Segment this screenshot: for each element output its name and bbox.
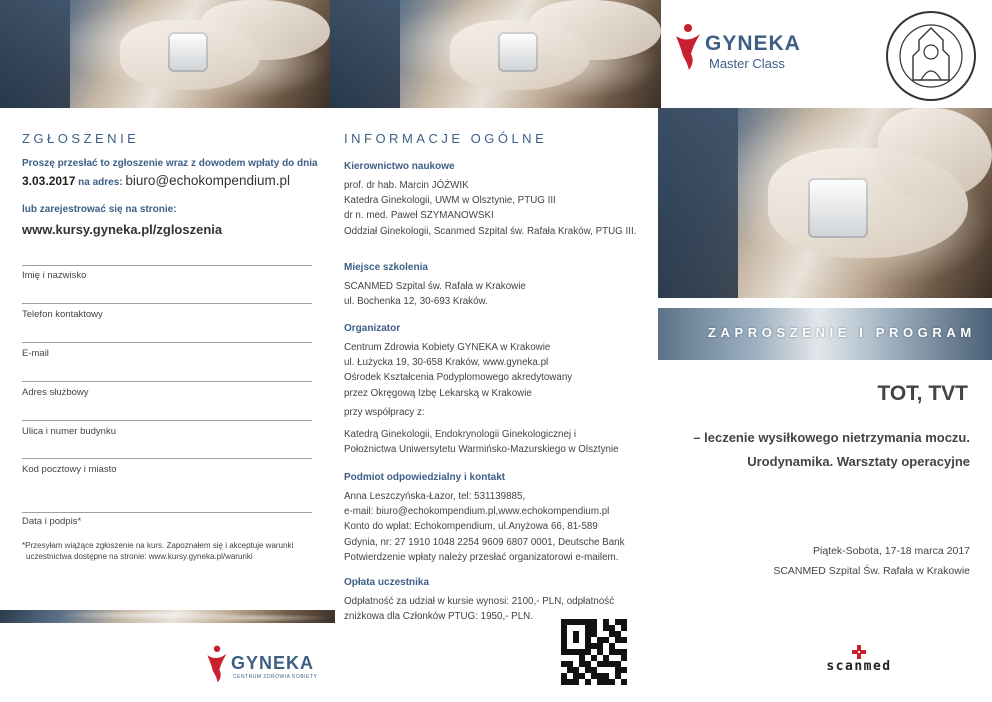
scientific-management-text (344, 178, 654, 239)
registration-deadline: 3.03.2017 (22, 174, 76, 188)
text-line: przez Okręgową Izbę Lekarską w Krakowie (344, 387, 532, 399)
register-url-link[interactable]: www.kursy.gyneka.pl/zgloszenia (22, 222, 223, 237)
text-line: Ośrodek Kształcenia Podyplomowego akredytowany (344, 372, 573, 384)
contact-heading: Podmiot odpowiedzialny i kontakt (344, 472, 506, 483)
text-line: SCANMED Szpital św. Rafała w Krakowie (344, 281, 526, 292)
text-line: prof. dr hab. Marcin JÓŹWIK (344, 180, 469, 191)
surgery-photo-left (0, 0, 330, 108)
postal-field-line[interactable] (22, 458, 312, 459)
gyneka-logo-text: GYNEKA (705, 32, 801, 55)
university-seal (885, 10, 977, 102)
surgery-photo-middle (330, 0, 661, 108)
terms-note (22, 540, 322, 562)
street-field-line[interactable] (22, 420, 312, 421)
organizer-heading: Organizator (344, 323, 401, 334)
course-venue: SCANMED Szpital Św. Rafała w Krakowie (773, 565, 970, 577)
gyneka-figure-icon (205, 643, 229, 685)
text-line: Odpłatność za udział w kursie wynosi: 2100,- PLN, odpłatność (344, 596, 615, 607)
invitation-banner (658, 308, 992, 360)
cooperation-text (344, 427, 654, 457)
text-line: Katedra Ginekologii, UWM w Olsztynie, PTUG III (344, 195, 556, 207)
phone-field-line[interactable] (22, 303, 312, 304)
scanmed-logo (804, 645, 914, 675)
text-line: Konto do wpłat: Echokompendium, ul.Anyżowa 66, 81-589 (344, 521, 598, 533)
training-venue-heading: Miejsce szkolenia (344, 262, 428, 273)
text-line: Katedrą Ginekologii, Endokrynologii Ginekologicznej i (344, 429, 576, 440)
scientific-management-heading: Kierownictwo naukowe (344, 161, 455, 172)
signature-field-label: Data i podpis* (22, 516, 82, 527)
name-field-label: Imię i nazwisko (22, 270, 87, 281)
gyneka-figure-icon (673, 22, 703, 72)
terms-note-line-2: uczestnictwa dostępne na stronie: www.kursy.gyneka.pl/warunki (26, 552, 253, 561)
scanmed-cross-icon (852, 645, 866, 659)
master-class-text: Master Class (709, 56, 785, 71)
text-line: Gdynia, nr: 27 1910 1048 2254 9609 6807 0001, Deutsche Bank (344, 536, 625, 548)
qr-module (621, 679, 627, 685)
phone-field-label: Telefon kontaktowy (22, 309, 103, 320)
email-field-label: E-mail (22, 348, 49, 359)
scanmed-logo-text: scanmed (826, 659, 892, 674)
office-address-field-label: Adres służbowy (22, 387, 89, 398)
postal-field-label: Kod pocztowy i miasto (22, 464, 117, 475)
name-field-line[interactable] (22, 265, 312, 266)
registration-deadline-line (22, 173, 322, 188)
registration-intro: Proszę przesłać to zgłoszenie wraz z dowodem wpłaty do dnia (22, 158, 318, 169)
cooperation-label: przy współpracy z: (344, 407, 425, 418)
registration-email[interactable]: biuro@echokompendium.pl (125, 173, 290, 188)
text-line: Centrum Zdrowia Kobiety GYNEKA w Krakowie (344, 342, 551, 353)
seal-emblem-icon (885, 10, 977, 102)
on-address-text: na adres: (75, 177, 126, 188)
text-line: dr n. med. Paweł SZYMANOWSKI (344, 210, 494, 222)
bottom-photo-strip (0, 610, 335, 623)
text-line: Anna Leszczyńska-Łazor, tel: 531139885, (344, 491, 526, 502)
organizer-text (344, 340, 654, 401)
course-title: TOT, TVT (877, 382, 968, 405)
contact-text (344, 489, 654, 565)
terms-note-line-1: *Przesyłam wiążące zgłoszenie na kurs. Zapoznałem się i akceptuje warunki (22, 541, 294, 550)
street-field-label: Ulica i numer budynku (22, 426, 116, 437)
course-dates: Piątek-Sobota, 17-18 marca 2017 (812, 545, 970, 557)
gyneka-bottom-logo-sub: CENTRUM ZDROWIA KOBIETY (233, 674, 318, 680)
text-line: Potwierdzenie wpłaty należy przesłać organizatorowi e-mailem. (344, 551, 619, 563)
gyneka-master-class-logo (673, 18, 813, 78)
office-address-field-line[interactable] (22, 381, 312, 382)
qr-code[interactable] (561, 619, 627, 685)
text-line: Oddział Ginekologii, Scanmed Szpital św. Rafała Kraków, PTUG III. (344, 225, 637, 237)
training-venue-text (344, 279, 654, 309)
gyneka-bottom-logo-text: GYNEKA (231, 653, 315, 673)
text-line: zniżkowa dla Członków PTUG: 1950,- PLN. (344, 611, 533, 623)
gyneka-centrum-logo (205, 643, 325, 689)
email-field-line[interactable] (22, 342, 312, 343)
register-online-label: lub zarejestrować się na stronie: (22, 204, 177, 215)
signature-field-line[interactable] (22, 512, 312, 513)
surgery-photo-right (658, 108, 992, 298)
registration-title: ZGŁOSZENIE (22, 131, 140, 146)
text-line: Położnictwa Uniwersytetu Warmińsko-Mazurskiego w Olsztynie (344, 444, 619, 456)
text-line: ul. Łużycka 19, 30-658 Kraków, www.gyneka.pl (344, 357, 549, 369)
course-subtitle-1: – leczenie wysiłkowego nietrzymania moczu. (693, 430, 970, 445)
text-line: ul. Bochenka 12, 30-693 Kraków. (344, 296, 488, 308)
fee-heading: Opłata uczestnika (344, 577, 430, 588)
general-info-title: INFORMACJE OGÓLNE (344, 131, 548, 146)
text-line: e-mail: biuro@echokompendium.pl,www.echokompendium.pl (344, 506, 610, 518)
invitation-banner-text: ZAPROSZENIE I PROGRAM (708, 325, 976, 340)
course-subtitle-2: Urodynamika. Warsztaty operacyjne (747, 454, 970, 469)
